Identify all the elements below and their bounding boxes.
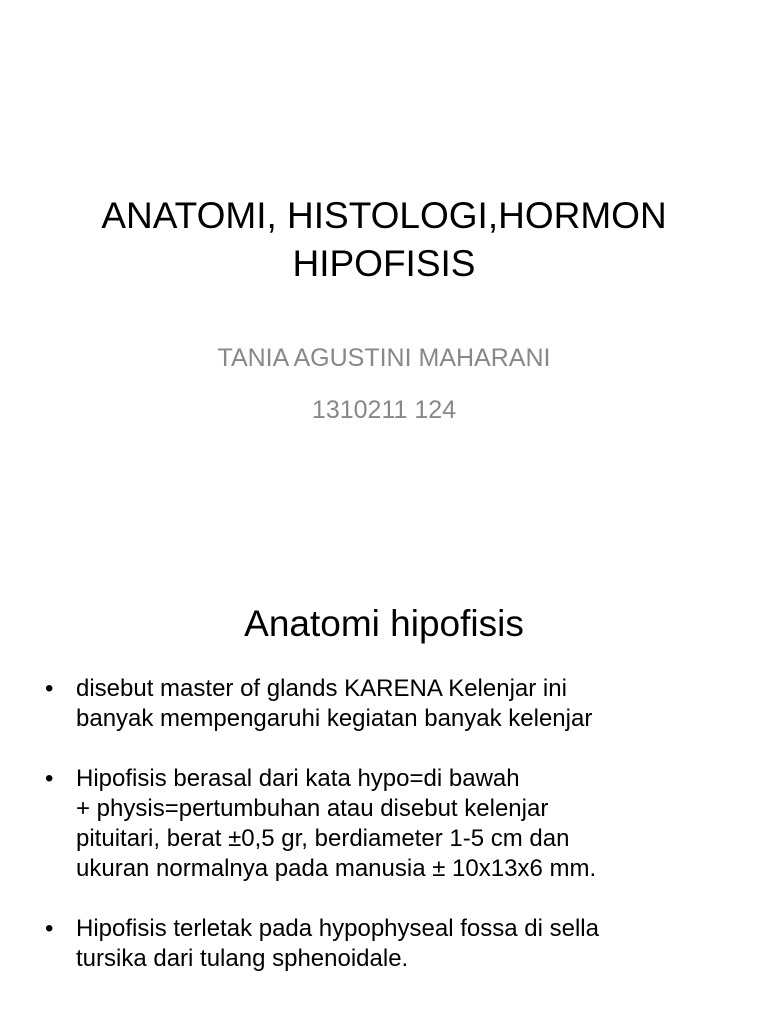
bullet-line: banyak mempengaruhi kegiatan banyak kelenjar <box>76 705 593 732</box>
author-name: TANIA AGUSTINI MAHARANI <box>217 344 551 372</box>
bullet-icon: • <box>45 675 54 702</box>
bullet-icon: • <box>45 915 54 942</box>
bullet-line: ukuran normalnya pada manusia ± 10x13x6 mm. <box>76 855 597 882</box>
slide-subtitle <box>0 332 768 436</box>
bullet-item <box>45 764 735 884</box>
slide-title-line-2: HIPOFISIS <box>292 243 476 284</box>
bullet-item <box>45 674 735 734</box>
student-id: 1310211 124 <box>311 396 457 424</box>
bullet-line: pituitari, berat ±0,5 gr, berdiameter 1-5 cm dan <box>76 825 570 852</box>
slide-title-line-1: ANATOMI, HISTOLOGI,HORMON <box>101 195 667 236</box>
slide-heading: Anatomi hipofisis <box>244 603 524 644</box>
content-slide <box>0 576 768 1024</box>
bullet-icon: • <box>45 765 54 792</box>
bullet-line: tursika dari tulang sphenoidale. <box>76 945 409 972</box>
bullet-line: disebut master of glands KARENA Kelenjar ini <box>76 675 567 702</box>
bullet-list <box>45 674 735 1004</box>
slide-title <box>0 192 768 288</box>
bullet-item <box>45 914 735 974</box>
bullet-line: Hipofisis berasal dari kata hypo=di bawah <box>76 765 520 792</box>
bullet-line: + physis=pertumbuhan atau disebut kelenjar <box>76 795 549 822</box>
bullet-line: Hipofisis terletak pada hypophyseal fossa di sella <box>76 915 599 942</box>
